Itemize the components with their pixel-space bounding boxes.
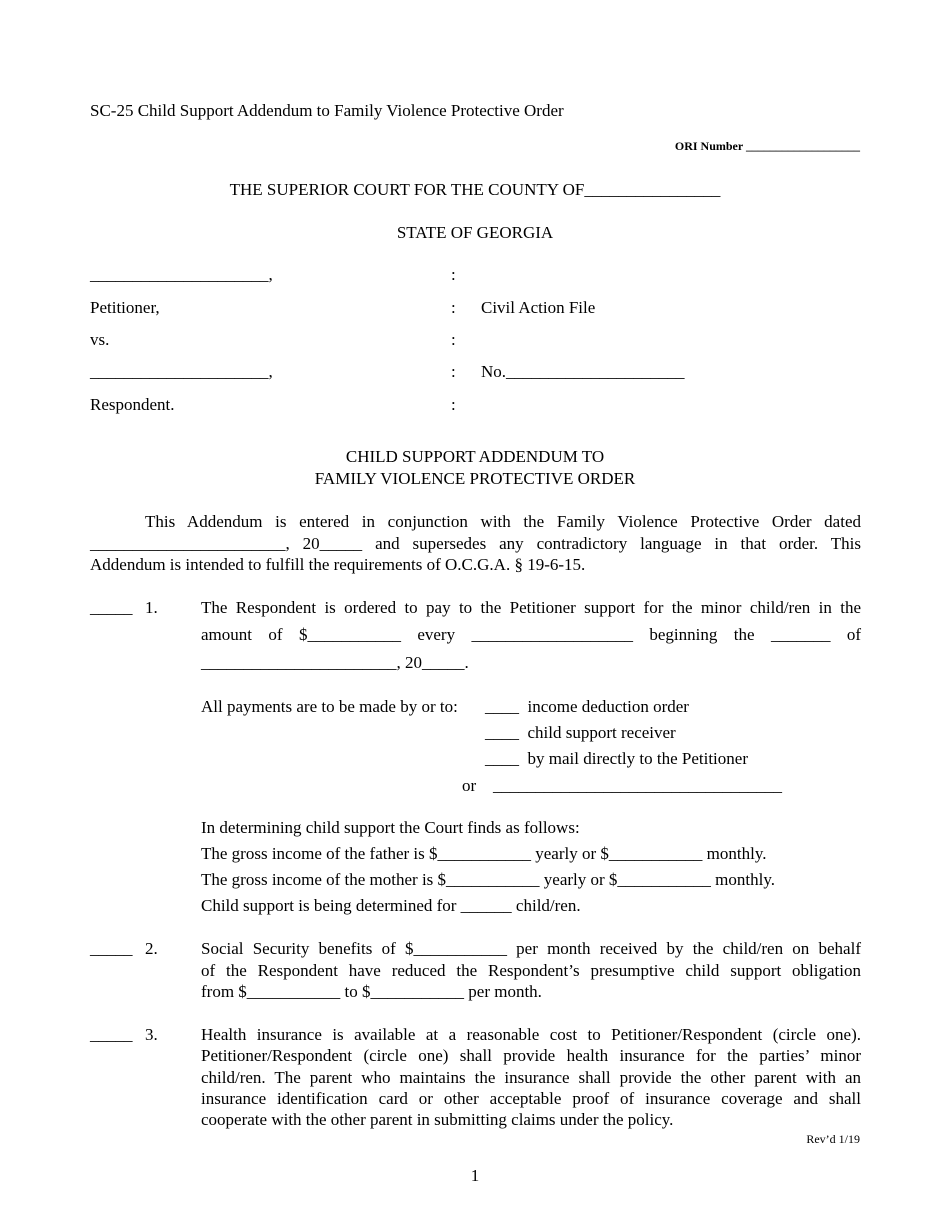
page-number: 1 (470, 1166, 480, 1185)
petitioner-name-blank[interactable]: _____________________, (90, 265, 273, 284)
state-line: STATE OF GEORGIA (396, 223, 554, 242)
item3-check-blank[interactable]: _____ (90, 1025, 133, 1044)
payments-intro: All payments are to be made by or to: (201, 697, 458, 716)
ori-number[interactable]: ORI Number ___________________ (674, 139, 860, 153)
case-number-field[interactable]: No._____________________ (481, 362, 685, 381)
caption-colon: : (451, 298, 456, 317)
caption-colon: : (451, 395, 456, 414)
item1-line3[interactable]: _______________________, 20_____. (201, 653, 469, 672)
payment-option-receiver[interactable]: ____ child support receiver (485, 723, 676, 742)
item3-line1: Health insurance is available at a reasonable cost to Petitioner/Respondent (circle one). (201, 1025, 861, 1044)
item3-line5: cooperate with the other parent in submitting claims under the policy. (201, 1110, 674, 1129)
payment-option-income-deduction[interactable]: ____ income deduction order (485, 697, 689, 716)
caption-colon: : (451, 330, 456, 349)
item1-line1: The Respondent is ordered to pay to the Petitioner support for the minor child/ren in the (201, 598, 861, 617)
document-title-line1: CHILD SUPPORT ADDENDUM TO (345, 447, 605, 466)
form-title: SC-25 Child Support Addendum to Family Violence Protective Order (90, 101, 564, 120)
respondent-name-blank[interactable]: _____________________, (90, 362, 273, 381)
document-title-line2: FAMILY VIOLENCE PROTECTIVE ORDER (314, 469, 636, 488)
item2-line3[interactable]: from $___________ to $___________ per month. (201, 982, 542, 1001)
item3-line3: child/ren. The parent who maintains the insurance shall provide the other parent with an (201, 1068, 861, 1087)
children-count-line[interactable]: Child support is being determined for ______ child/ren. (201, 896, 581, 915)
item2-number: 2. (145, 939, 158, 958)
item1-line2[interactable]: amount of $___________ every ___________________ beginning the _______ of (201, 625, 861, 644)
caption-colon: : (451, 265, 456, 284)
item3-number: 3. (145, 1025, 158, 1044)
item1-check-blank[interactable]: _____ (90, 598, 133, 617)
payment-other-blank[interactable]: __________________________________ (493, 776, 782, 795)
mother-income-line[interactable]: The gross income of the mother is $___________ yearly or $___________ monthly. (201, 870, 775, 889)
item2-check-blank[interactable]: _____ (90, 939, 133, 958)
court-line[interactable]: THE SUPERIOR COURT FOR THE COUNTY OF________________ (229, 180, 721, 199)
item1-number: 1. (145, 598, 158, 617)
civil-action-label: Civil Action File (481, 298, 596, 317)
respondent-label: Respondent. (90, 395, 175, 414)
payment-or-label: or (462, 776, 477, 795)
intro-line3: Addendum is intended to fulfill the requirements of O.C.G.A. § 19-6-15. (90, 555, 586, 574)
item3-line2: Petitioner/Respondent (circle one) shall provide health insurance for the parties’ minor (201, 1046, 861, 1065)
father-income-line[interactable]: The gross income of the father is $___________ yearly or $___________ monthly. (201, 844, 767, 863)
versus-label: vs. (90, 330, 110, 349)
findings-intro: In determining child support the Court finds as follows: (201, 818, 580, 837)
payment-option-mail[interactable]: ____ by mail directly to the Petitioner (485, 749, 748, 768)
item2-line1[interactable]: Social Security benefits of $___________ per month received by the child/ren on behalf (201, 939, 861, 958)
revision-label: Rev’d 1/19 (806, 1132, 860, 1146)
item3-line4: insurance identification card or other acceptable proof of insurance coverage and shall (201, 1089, 861, 1108)
item2-line2: of the Respondent have reduced the Respondent’s presumptive child support obligation (201, 961, 861, 980)
intro-line2[interactable]: _______________________, 20_____ and supersedes any contradictory language in that order. This (90, 534, 861, 553)
intro-line1: This Addendum is entered in conjunction with the Family Violence Protective Order dated (145, 512, 861, 531)
caption-colon: : (451, 362, 456, 381)
petitioner-label: Petitioner, (90, 298, 160, 317)
